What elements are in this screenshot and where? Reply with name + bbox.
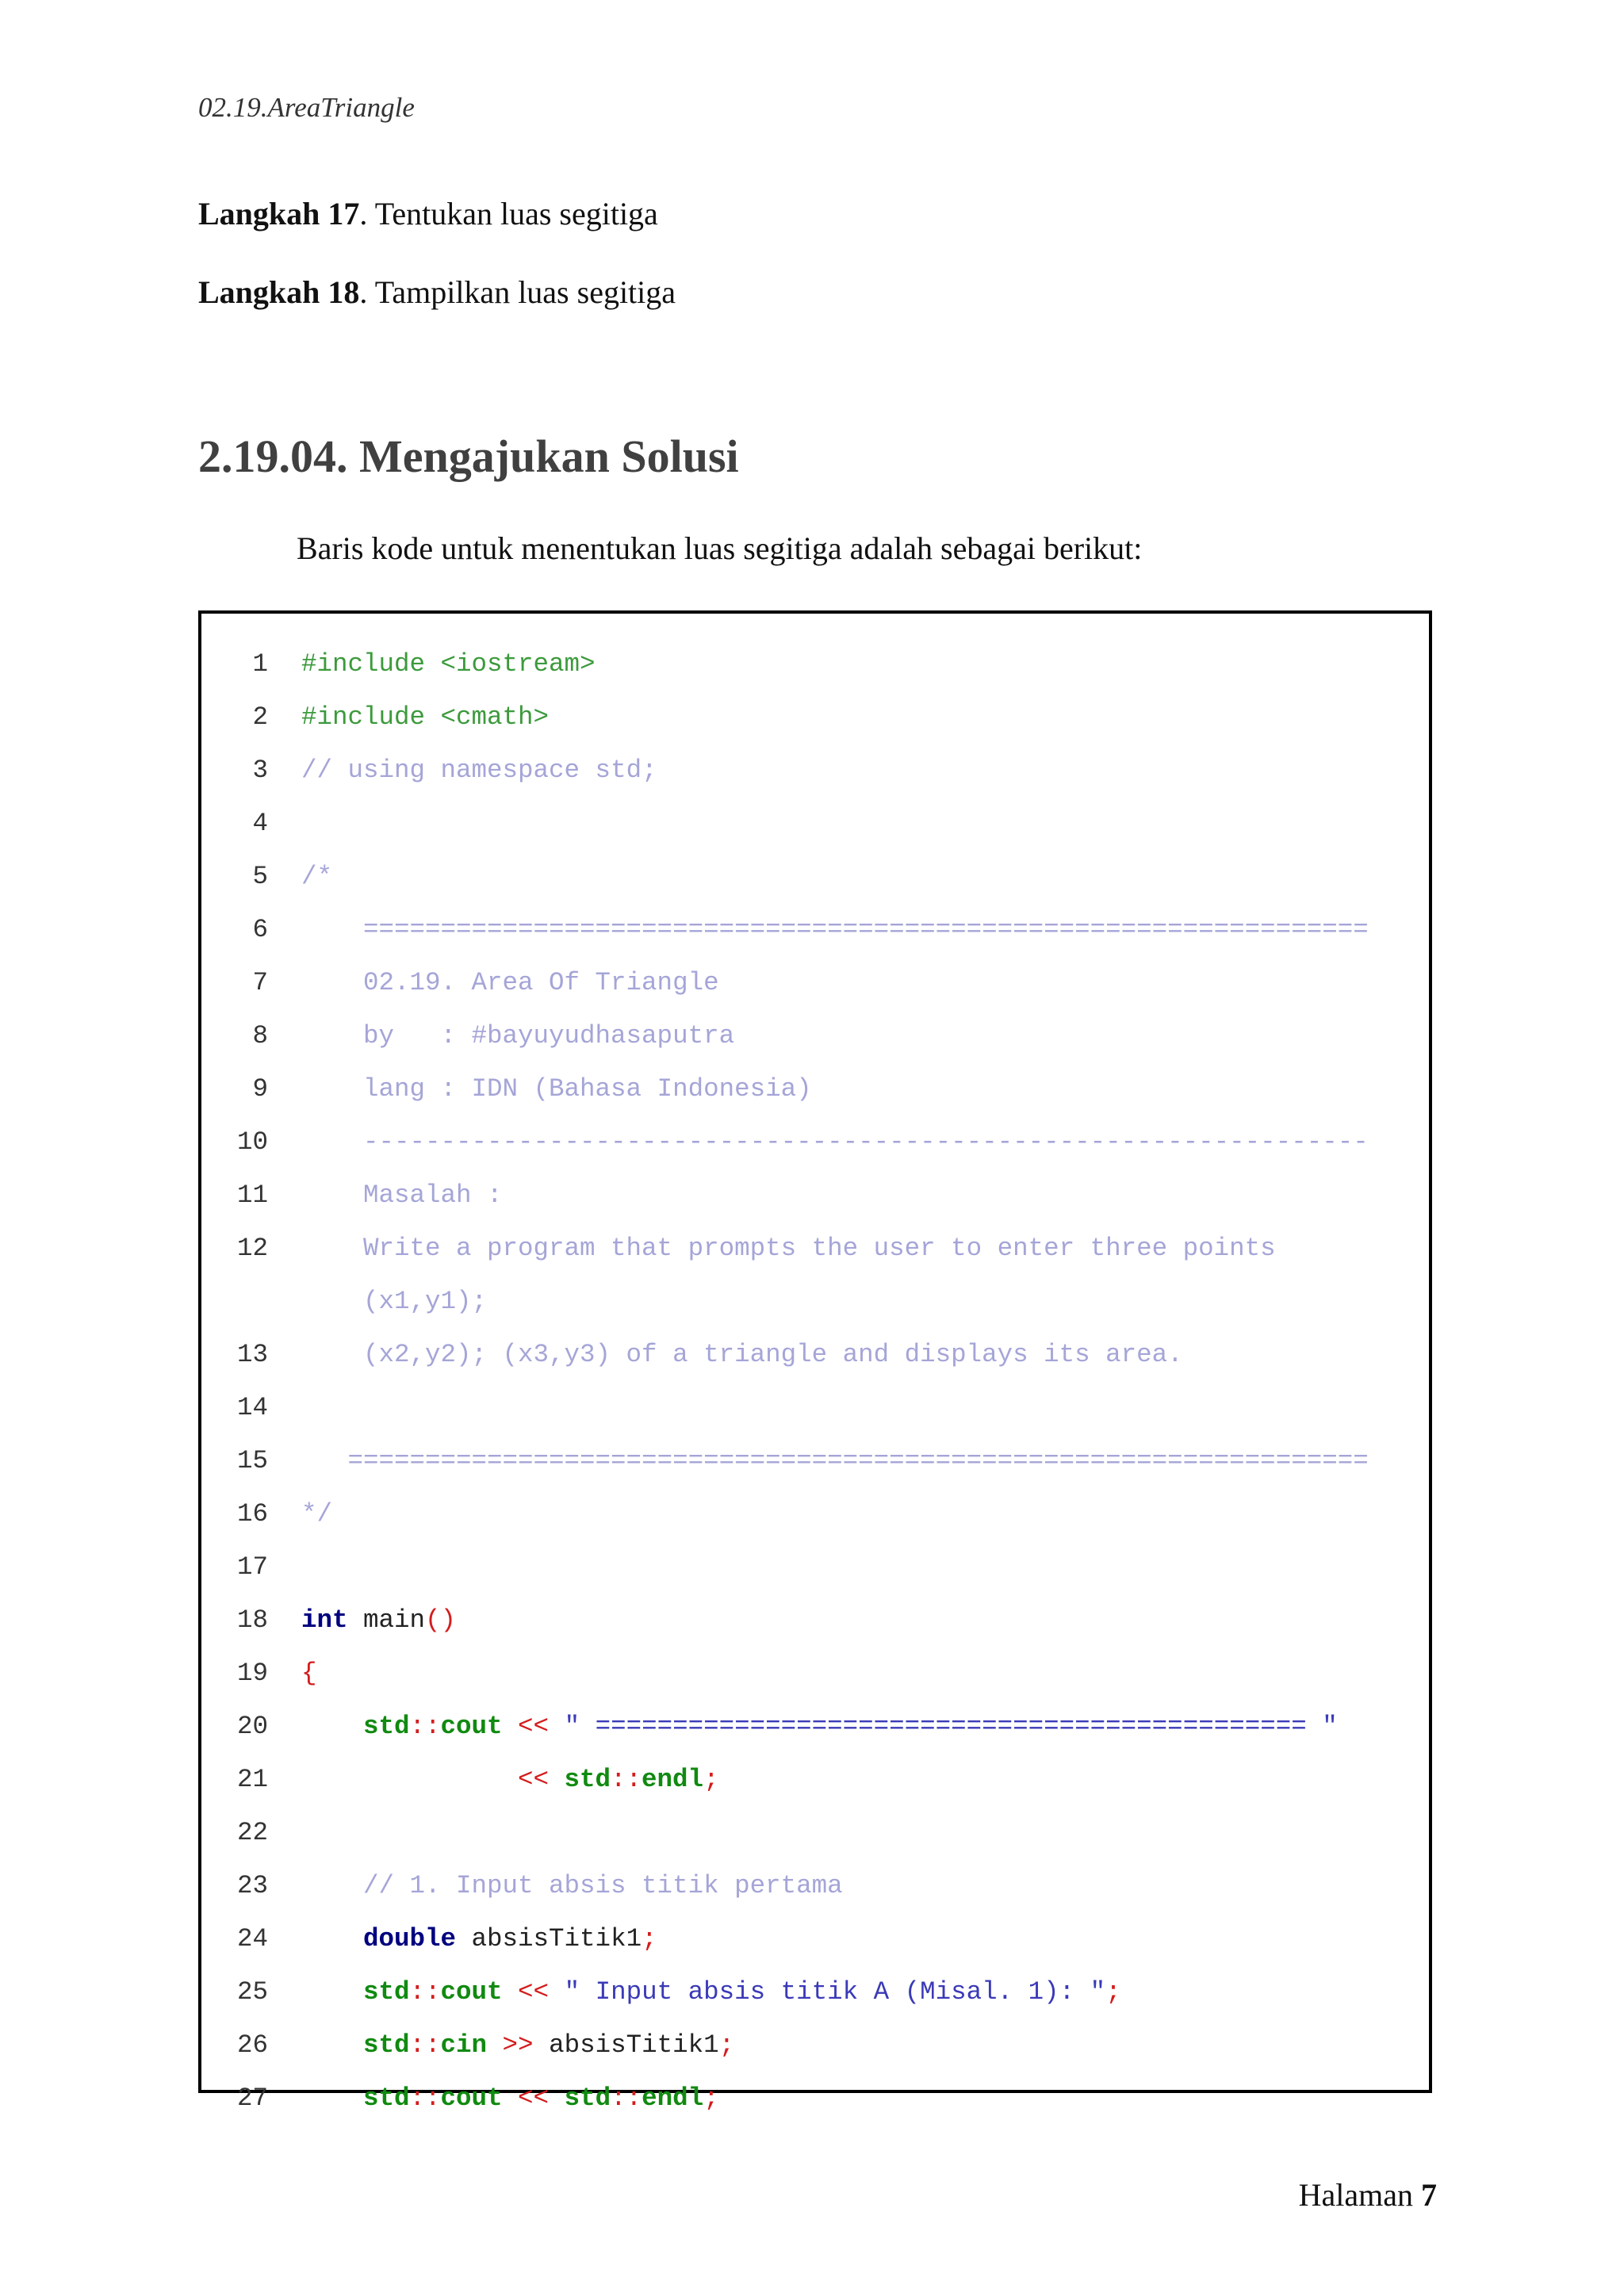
- code-token: int: [301, 1605, 348, 1635]
- line-number: 10: [236, 1127, 268, 1157]
- page-footer: [1299, 2176, 1437, 2214]
- code-token: (x1,y1);: [363, 1287, 488, 1316]
- line-number: 27: [236, 2084, 268, 2113]
- code-token: ==================================================================: [347, 1446, 1369, 1475]
- code-text: [301, 1912, 657, 1965]
- code-text: [301, 1647, 317, 1700]
- code-token: " ============================================== ": [564, 1712, 1338, 1741]
- code-token: Masalah :: [363, 1181, 503, 1210]
- step-17-text: . Tentukan luas segitiga: [359, 196, 658, 232]
- code-token: ::: [611, 1765, 642, 1794]
- code-line: [201, 1487, 1429, 1540]
- code-token: ::: [409, 2030, 441, 2060]
- line-number: 18: [236, 1605, 268, 1635]
- code-token: (x2,y2); (x3,y3) of a triangle and displays its area.: [363, 1340, 1183, 1369]
- code-listing: [198, 610, 1432, 2113]
- code-text: [301, 1700, 1338, 1753]
- code-text: [301, 956, 719, 1009]
- code-text: [301, 1275, 487, 1328]
- code-token: ::: [409, 1712, 441, 1741]
- code-line: [201, 1912, 1429, 1965]
- code-token: " Input absis titik A (Misal. 1): ": [564, 1977, 1106, 2007]
- code-text: [301, 1859, 843, 1912]
- line-number: 17: [236, 1552, 268, 1582]
- page-number: 7: [1421, 2177, 1437, 2213]
- code-line: [201, 2072, 1429, 2125]
- step-18-label: Langkah 18: [198, 274, 360, 310]
- code-text: [301, 1753, 719, 1806]
- code-text: [301, 744, 657, 797]
- code-token: cin: [440, 2030, 488, 2060]
- code-line: [201, 1594, 1429, 1647]
- code-line: [201, 797, 1429, 850]
- code-token: // 1. Input absis titik pertama: [363, 1871, 843, 1900]
- code-token: endl: [642, 2084, 704, 2113]
- code-token: ::: [409, 1977, 441, 2007]
- code-line: [201, 1647, 1429, 1700]
- code-line: [201, 1169, 1429, 1222]
- line-number: 9: [252, 1074, 268, 1104]
- code-text: [301, 2072, 719, 2125]
- code-line: [201, 1859, 1429, 1912]
- code-text: [301, 637, 596, 691]
- code-token: ::: [611, 2084, 642, 2113]
- line-number: 2: [252, 702, 268, 732]
- code-token: std: [564, 1765, 611, 1794]
- code-token: =================================================================: [363, 915, 1369, 944]
- intro-paragraph: Baris kode untuk menentukan luas segitiga adalah sebagai berikut:: [297, 530, 1143, 566]
- code-text: [301, 850, 332, 903]
- code-line: [201, 1381, 1429, 1434]
- step-18-text: . Tampilkan luas segitiga: [359, 274, 676, 310]
- line-number: 8: [252, 1021, 268, 1050]
- code-token: <<: [502, 2084, 565, 2113]
- step-17-label: Langkah 17: [198, 196, 360, 232]
- code-text: [301, 1222, 1276, 1275]
- code-token: */: [301, 1499, 333, 1529]
- code-text: [301, 1487, 332, 1540]
- code-token: std: [363, 1977, 410, 2007]
- code-line: [201, 637, 1429, 691]
- line-number: 24: [236, 1924, 268, 1954]
- code-text: [301, 2019, 734, 2072]
- code-token: by : #bayuyudhasaputra: [363, 1021, 735, 1050]
- code-token: cout: [440, 1712, 503, 1741]
- code-line: [201, 903, 1429, 956]
- code-lines: [201, 637, 1429, 2125]
- code-text: [301, 1009, 734, 1062]
- code-token: 02.19. Area Of Triangle: [363, 968, 719, 997]
- code-line: [201, 1062, 1429, 1115]
- code-line: [201, 956, 1429, 1009]
- code-token: #include <cmath>: [301, 702, 550, 732]
- code-token: #include <iostream>: [301, 649, 596, 679]
- line-number: 15: [236, 1446, 268, 1475]
- code-line: [201, 1434, 1429, 1487]
- code-token: ;: [718, 2030, 735, 2060]
- code-token: std: [363, 2084, 410, 2113]
- code-token: std: [363, 1712, 410, 1741]
- page-label: Halaman: [1298, 2177, 1413, 2213]
- code-token: endl: [642, 1765, 704, 1794]
- code-token: ;: [703, 1765, 719, 1794]
- line-number: 12: [236, 1234, 268, 1263]
- line-number: 11: [236, 1181, 268, 1210]
- line-number: 22: [236, 1818, 268, 1847]
- running-header: 02.19.AreaTriangle: [198, 92, 415, 123]
- code-text: [301, 903, 1369, 956]
- line-number: 16: [236, 1499, 268, 1529]
- code-token: double: [363, 1924, 457, 1954]
- code-token: std: [564, 2084, 611, 2113]
- code-line: [201, 1275, 1429, 1328]
- code-text: [301, 1115, 1369, 1169]
- code-token: cout: [440, 1977, 503, 2007]
- code-token: ::: [409, 2084, 441, 2113]
- line-number: 21: [236, 1765, 268, 1794]
- line-number: 23: [236, 1871, 268, 1900]
- line-number: 13: [236, 1340, 268, 1369]
- code-text: [301, 1062, 812, 1115]
- code-text: [301, 1434, 1369, 1487]
- code-token: >>: [487, 2030, 550, 2060]
- line-number: 19: [236, 1659, 268, 1688]
- line-number: 5: [252, 862, 268, 891]
- code-token: // using namespace std;: [301, 756, 657, 785]
- section-title: 2.19.04. Mengajukan Solusi: [198, 430, 739, 482]
- code-token: (): [425, 1605, 457, 1635]
- line-number: 14: [236, 1393, 268, 1422]
- code-line: [201, 1222, 1429, 1275]
- line-number: 7: [252, 968, 268, 997]
- line-number: 20: [236, 1712, 268, 1741]
- code-line: [201, 850, 1429, 903]
- line-number: 3: [252, 756, 268, 785]
- code-token: <<: [502, 1977, 565, 2007]
- code-token: /*: [301, 862, 333, 891]
- code-text: [301, 1594, 456, 1647]
- code-token: -----------------------------------------------------------------: [363, 1127, 1369, 1157]
- line-number: 6: [252, 915, 268, 944]
- code-token: <<: [518, 1765, 565, 1794]
- code-token: main: [347, 1605, 426, 1635]
- code-line: [201, 1540, 1429, 1594]
- code-token: absisTitik1: [549, 2030, 719, 2060]
- code-line: [201, 1328, 1429, 1381]
- code-token: Write a program that prompts the user to enter three points: [363, 1234, 1276, 1263]
- line-number: 25: [236, 1977, 268, 2007]
- line-number: 26: [236, 2030, 268, 2060]
- code-line: [201, 1009, 1429, 1062]
- code-line: [201, 1806, 1429, 1859]
- line-number: 1: [252, 649, 268, 679]
- code-token: lang : IDN (Bahasa Indonesia): [363, 1074, 812, 1104]
- code-text: [301, 1965, 1121, 2019]
- code-token: {: [301, 1659, 317, 1688]
- code-line: [201, 1965, 1429, 2019]
- code-line: [201, 1753, 1429, 1806]
- code-text: [301, 691, 549, 744]
- code-token: ;: [703, 2084, 719, 2113]
- code-token: ;: [642, 1924, 657, 1954]
- code-line: [201, 1700, 1429, 1753]
- code-token: <<: [502, 1712, 565, 1741]
- code-line: [201, 1115, 1429, 1169]
- code-line: [201, 2019, 1429, 2072]
- step-18: [198, 274, 676, 311]
- code-text: [301, 1169, 503, 1222]
- code-token: ;: [1105, 1977, 1121, 2007]
- code-line: [201, 744, 1429, 797]
- code-text: [301, 1328, 1183, 1381]
- code-token: cout: [440, 2084, 503, 2113]
- code-line: [201, 691, 1429, 744]
- code-token: absisTitik1: [456, 1924, 642, 1954]
- line-number: 4: [252, 809, 268, 838]
- step-17: [198, 195, 658, 232]
- code-token: std: [363, 2030, 410, 2060]
